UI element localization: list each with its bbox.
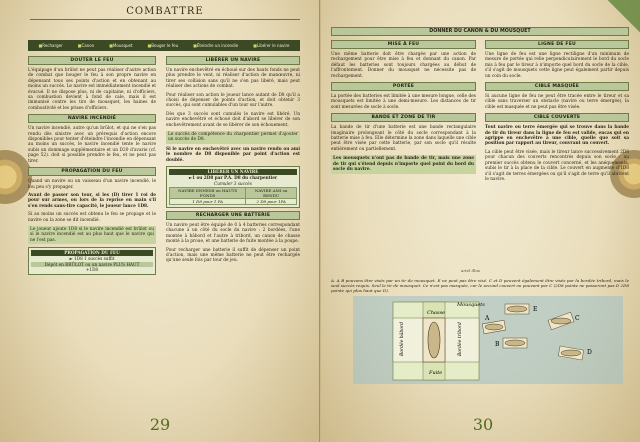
rule-summary-box bbox=[28, 247, 156, 275]
table-cell: 2 D8 pour 1PA bbox=[246, 198, 297, 204]
paragraph: Pour réaliser son action le joueur lance autant de D8 qu'il a choisi de dépenser de points d'action, et doit obtenir 3 succès, qui sont cumulables d'un tour sur l'autre. bbox=[166, 92, 300, 109]
paragraph: Un navire incendié, autre qu'un brûlot, et qui ne s'en pas rendu dès sinistre avec un prérequis d'action encore disponibles pour tenter d'éteindre l'incendie en dépensant au moins un succès, le navire incendié tente le navire subis un dommage supplémentaire et un D20 d'avarie (cf. page 52). doit si possible prendre le feu, et ne peut pas tirer. bbox=[28, 126, 156, 164]
nav-liberer[interactable]: ■ Libérer le navire bbox=[253, 43, 289, 48]
section-title: LIBÉRER UN NAVIRE bbox=[166, 56, 300, 65]
section-title: LIGNE DE FEU bbox=[485, 40, 629, 49]
paragraph: Un navire enchevêtré en échoué sur des hauts fonds ne peut plus prendre le vent, ni réaliser d'action de manœuvre, ni tirer ses collision sans qu'il ne s'en pas libéré, mais peut réaliser des actions de combat. bbox=[166, 68, 300, 90]
section-title: BANDE ET ZONE DE TIR bbox=[331, 113, 476, 122]
label-mousquets: Mousquets bbox=[457, 302, 485, 308]
highlight-note: Le succès de compétence du charpentier permet d'ajouter un succès de D8. bbox=[168, 132, 298, 143]
section-title: CIBLE COUVERTE bbox=[485, 113, 629, 122]
highlight-note: Le joueur ajoute 1D8 si le navire incendié est brûlot ou si le navire incendié est au plus haut que le navire qui ne l'est pas. bbox=[30, 226, 154, 243]
diagram-caption: A. A B pouvons être visés par un tir de mousquet. E ne peut pas être visé. C et D peuvent également être visés par la bordée tribord, mais le seul succès requis. Seul le tir de mousquet. Ce n'est pas masquée, car le second couvert ou pouvant par C (2D8 pointe ne passeront pas D 2D8 pointe qui plus haut que D). bbox=[331, 278, 629, 293]
paragraph: Une même batterie doit être chargée par une action de rechargement pour être mise à feu et donnant du canon. Par défaut les batteries sont toujours chargées au début de l'affrontement. Donner du mousquet ne nécessite pas de rechargement. bbox=[331, 52, 476, 79]
table-header: NAVIRE AMI ou RENDU bbox=[246, 187, 297, 198]
section-title: PROPAGATION DU FEU bbox=[28, 167, 156, 176]
paragraph: Pour recharger une batterie il suffit de dépenser un point d'action, mais une même batterie ne peut être rechargée qu'une seule fois par tour de jeu. bbox=[166, 247, 300, 264]
right-page bbox=[320, 0, 640, 442]
chapter-nav bbox=[28, 40, 300, 51]
box-table bbox=[169, 187, 297, 205]
ship-label-a: A bbox=[485, 315, 490, 322]
chapter-title: COMBATTRE bbox=[30, 6, 300, 20]
paragraph: Si le navire en enchevêtré avec un navire rendu ou ami le nombre de D8 disponible par point d'action est doublé. bbox=[166, 146, 300, 163]
nav-recharger[interactable]: ■ Recharger bbox=[38, 43, 62, 48]
ship-label-c: C bbox=[575, 315, 580, 322]
box-line: Cumuler 3 succès bbox=[214, 180, 252, 186]
box-line: ►1 ou 2D8 par P.A. D8 du charpentier bbox=[188, 175, 278, 181]
section-title: DOUTER LE FEU bbox=[28, 56, 156, 65]
paragraph: Avant de passer son tour, si les (D) tirer 1 roi de pour sur armes, ou lors de la reprise en main s'il s'en rends sans-tire capacité, le joueur lance 1D8. bbox=[28, 192, 156, 209]
right-column-2 bbox=[485, 40, 629, 185]
nav-bouger-le-feu[interactable]: ■ Bouger le feu bbox=[147, 43, 178, 48]
rule-summary-box bbox=[166, 166, 300, 208]
box-title: LIBÉRER UN NAVIRE bbox=[169, 169, 297, 175]
nav-canon[interactable]: ■ Canon bbox=[78, 43, 95, 48]
box-line: +1D8 bbox=[85, 266, 99, 272]
page-number: 30 bbox=[472, 415, 494, 434]
box-title: PROPAGATION DU FEU bbox=[31, 250, 153, 256]
nav-eteindre[interactable]: ■ Éteindre un incendie bbox=[193, 43, 238, 48]
paragraph: La portée des batteries est limitée à une mesure longue, celle des mousquets est limitée à une demi-mesure. Les distances de tir sont mesurées de socle à socle. bbox=[331, 94, 476, 110]
left-column-1 bbox=[28, 56, 156, 278]
left-column-2 bbox=[166, 56, 300, 267]
section-title: RECHARGER UNE BATTERIE bbox=[166, 211, 300, 220]
paragraph: La bande de tir d'une batterie est une bande rectangulaire imaginaire prolongeant le côté du socle correspondant à la batterie mise à feu. Elle détermine la zone dans laquelle une cible peut être visée par cette batterie, par son socle qu'il résulte entièrement ou partiellement. bbox=[331, 125, 476, 152]
port-broadside-band bbox=[393, 318, 423, 362]
table-cell: 1 D8 pour 1 PA bbox=[170, 198, 246, 204]
paragraph: La cible peut être visée, mais le tireur lance successivement 2D8 pour chacun des couverts rencontrés depuis son socle : au premier succès obtenu le couvert concerné, et les anéquements, subis le tir à la place de la cible. Le couvert en augmente d'1D8 s'il s'agit de terres émergées ou qu'il s'agit de terre qu'il abritent le navire. bbox=[485, 149, 629, 182]
label-fuite: Fuite bbox=[429, 370, 443, 376]
section-title: CIBLE MASQUÉE bbox=[485, 82, 629, 91]
paragraph: Si au moins un succès est obtenu le feu se propage et le navire ou la zone se dit incendié. bbox=[28, 212, 156, 223]
box-line: Dépôt en BRÛLOT ou un navire PLUS HAUT bbox=[31, 262, 153, 267]
box-line: ► 1D8 1 succès suffit bbox=[69, 256, 115, 262]
ship-label-d: D bbox=[587, 349, 592, 356]
page-number: 29 bbox=[149, 415, 171, 434]
paragraph: Quand un navire ou un vaisseau d'un navire incendié, le lou peu s'y propager. bbox=[28, 179, 156, 190]
section-title: PORTÉE bbox=[331, 82, 476, 91]
label-chasse: Chasse bbox=[427, 310, 446, 316]
section-title: NAVIRE INCENDIÉ bbox=[28, 114, 156, 123]
label-bordee-babord: Bordée bâbord bbox=[400, 322, 405, 356]
paragraph: Une ligne de feu est une ligne rectiligne d'un minimum de mesure de portée qui relie perpendiculairement le bord du socle mis à feu par le tireur à n'importe quel bord du socle de la cible, s'il s'agit de mousquets cette ligne peut également partir depuis un coin du socle. bbox=[485, 52, 629, 79]
table-header: NAVIRE ENNEMI ou HAUTS FONDS bbox=[170, 187, 246, 198]
ship-label-e: E bbox=[533, 306, 538, 313]
highlight-note: Les mousquets n'ont pas de bande de tir, mais une zone de tir qui s'étend depuis n'importe quel point du bord du socle du navire. bbox=[333, 156, 474, 173]
firing-ship-icon bbox=[428, 322, 440, 358]
ship-label-b: B bbox=[495, 341, 500, 348]
nav-mousquet[interactable]: ■ Mousquet bbox=[109, 43, 132, 48]
label-bordee-tribord: Bordée tribord bbox=[458, 322, 463, 356]
section-title: MISE À FEU bbox=[331, 40, 476, 49]
paragraph: Tout navire ou terre émergée qui se trouve dans la bande de tir du tireur dans la ligne de feu est valide, encas qui en agrippe en enchevêtre à une cible, quelle que soit sa position par rapport au tireur, couvrant un couvert. bbox=[485, 125, 629, 147]
paragraph: Dès que 3 succès sont cumulés le navire est libéré. Un navire enchevêtré et échoué doit d'abord se libérer de son enchevêtrement avant de se libérer de son échouement. bbox=[166, 111, 300, 128]
paragraph: Un navire peut être équipé de 0 à 4 batteries correspondant chacune à un côté du socle du navire : 2 bordées, l'une montée à bâbord et l'autre à tribord, un canon de chasse monté à la proue, et une batterie de fuite montée à la poupe. bbox=[166, 222, 300, 245]
right-column-1 bbox=[331, 40, 476, 177]
illustrator-signature: ariel illus bbox=[461, 268, 480, 273]
firing-zones-diagram bbox=[353, 296, 623, 384]
paragraph: Si aucune ligne de feu ne peut être tracée entre le tireur et sa cible sans traverser un obstacle (navire ou terre émergée), la cible est masquée et ne peut pas être visée. bbox=[485, 94, 629, 110]
paragraph: L'équipage d'un brûlot ne peut pas réaliser d'autre action de combat que bouger le feu à son propre navire en dépensant tous ses points d'action et en obtenant au moins un succès. Le navire est immédiatement incendié et évacué. Il ne dispose plus, ni de capitaine, ni d'officiers, sa combustion devient à fond de cale, mais il est immunisé contre les tirs de mousquet, les haines de combustivité et les prises d'officiers. bbox=[28, 68, 156, 111]
chapter-subtitle: DONNER DU CANON & DU MOUSQUET bbox=[331, 27, 629, 36]
ship-e bbox=[505, 304, 537, 314]
